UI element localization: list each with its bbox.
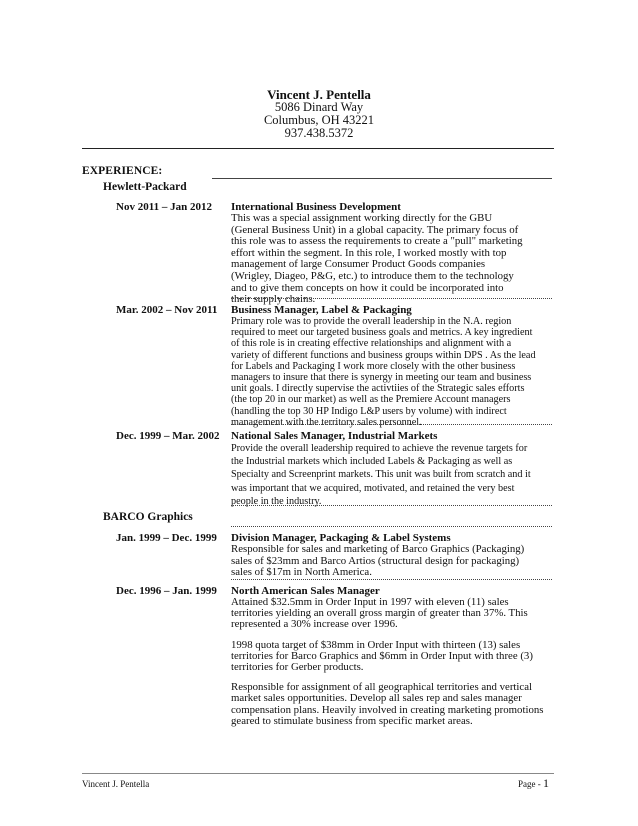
section-title-experience: EXPERIENCE: [82,165,163,177]
job-dates: Nov 2011 – Jan 2012 [116,201,212,213]
candidate-name: Vincent J. Pentella [267,87,371,102]
footer-divider [82,773,554,774]
job-dates: Jan. 1999 – Dec. 1999 [116,532,217,544]
entry-separator [231,424,552,425]
job-dates: Dec. 1996 – Jan. 1999 [116,585,217,597]
job-entry [231,201,549,306]
section-divider [212,178,552,179]
job-title: Business Manager, Label & Packaging [231,304,412,316]
address-line-1: 5086 Dinard Way [274,100,364,114]
company-name: BARCO Graphics [103,511,193,523]
entry-separator [231,526,552,527]
job-entry [231,430,549,508]
job-description: Provide the overall leadership required to achieve the revenue targets for the Industrial markets which included Labels & Packaging as well as Specialty and Screenprint markets. This unit was built from scratch and it was important that we acquired, motivated, and retained the very best people in the industry. [231,443,531,507]
job-entry [231,532,549,579]
job-title: National Sales Manager, Industrial Markets [231,430,438,442]
page-number-value: 1 [543,776,549,790]
job-title: Division Manager, Packaging & Label Systems [231,532,451,544]
job-title: International Business Development [231,201,401,213]
job-dates: Mar. 2002 – Nov 2011 [116,304,218,316]
company-name: Hewlett-Packard [103,181,187,193]
job-paragraph: 1998 quota target of $38mm in Order Input with thirteen (13) sales territories for Barco Graphics and $6mm in Order Input with three (3) territories for Gerber products. [231,638,533,674]
job-title: North American Sales Manager [231,585,380,597]
header-divider [82,148,554,149]
address-line-2: Columbus, OH 43221 [263,113,375,127]
page-label: Page - [518,779,541,789]
job-description: Primary role was to provide the overall leadership in the N.A. region required to meet our targeted business goals and metrics. A key ingredient of this role is in creating effective relationships and alignment with a variety of different functions and business groups within DPS . As the lead for Labels and Packaging I work more closely with the other business managers to insure that there is synergy in meeting our team and business unit goals. I directly supervise the activtiies of the Strategic sales efforts (the top 20 in our market) as well as the Premiere Account managers (handling the top 30 HP Indigo L&P users by volume) with indirect management with the territory sales personnel. [231,316,536,428]
job-description: Responsible for sales and marketing of Barco Graphics (Packaging) sales of $23mm and Barco Artios (structural design for packaging) sales of $17m in North America. [231,543,525,579]
job-entry [231,304,549,428]
resume-header [0,88,638,140]
phone-number: 937.438.5372 [284,126,354,140]
footer-name: Vincent J. Pentella [82,779,150,789]
job-paragraph: Attained $32.5mm in Order Input in 1997 with eleven (11) sales territories yielding an overall gross margin of greater than 37%. This represented a 30% increase over 1996. [231,596,528,631]
entry-separator [231,505,552,506]
job-paragraph: Responsible for assignment of all geographical territories and vertical market sales opportunities. Develop all sales rep and sales manager compensation plans. Heavily involved in creating marketing promotions geared to stimulate business from specific market areas. [231,681,544,727]
entry-separator [231,579,552,580]
page-number [518,776,549,791]
entry-separator [231,298,552,299]
job-description: This was a special assignment working directly for the GBU (General Business Unit) in a global capacity. The primary focus of this role was to assess the requirements to create a "pull" marketing effort within the segment. In this role, I worked mostly with top management of large Consumer Product Goods companies (Wrigley, Diageo, P&G, etc.) to introduce them to the technology and to give them concepts on how it could be incorporated into their supply chains. [231,212,523,306]
job-dates: Dec. 1999 – Mar. 2002 [116,430,220,442]
job-entry [231,585,549,736]
